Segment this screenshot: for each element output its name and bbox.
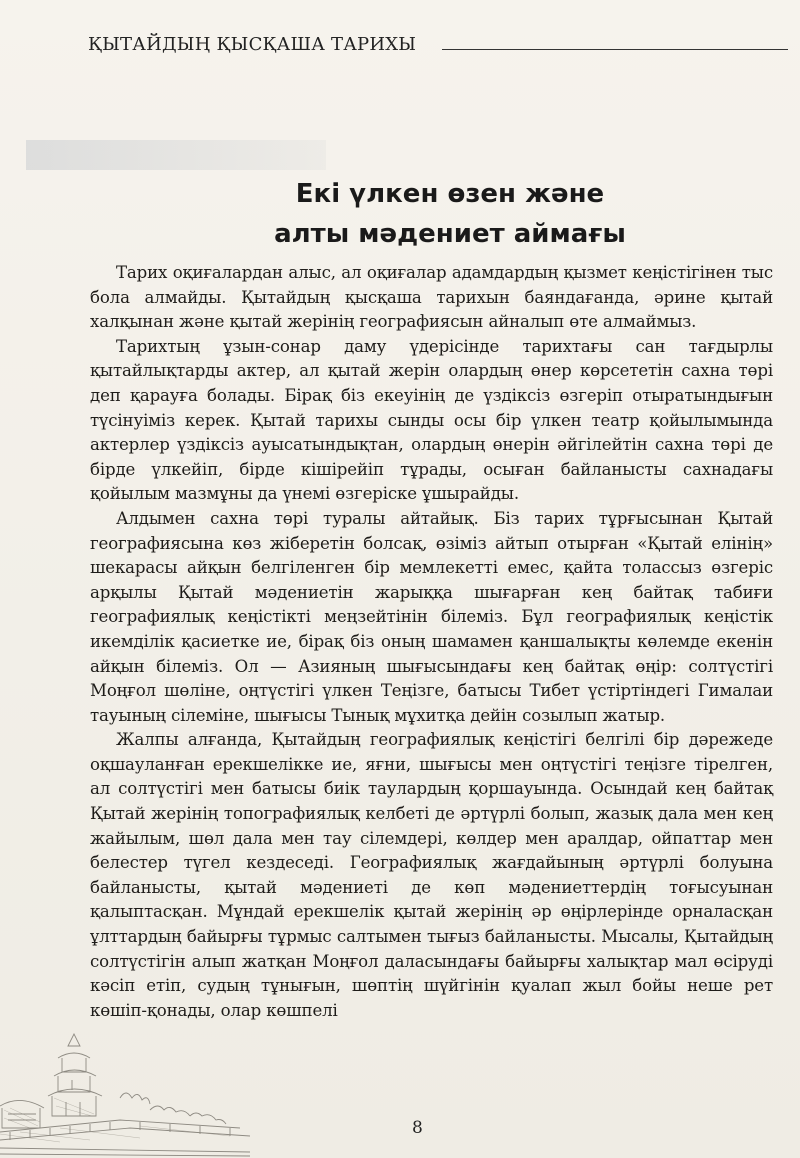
- page-number: 8: [412, 1118, 423, 1138]
- pagoda-sketch-illustration: [0, 1028, 250, 1158]
- header-rule: [442, 49, 788, 50]
- running-head: ҚЫТАЙДЫҢ ҚЫСҚАША ТАРИХЫ: [88, 34, 417, 55]
- bleed-through-band: [26, 140, 326, 170]
- paragraph: Алдымен сахна төрі туралы айтайық. Біз тарих тұрғысынан Қытай географиясына көз жіберетін болсақ, өзіміз айтып отырған «Қытай елінің» шекарасы айқын белгіленген бір мемлекетті емес, қайта толассыз өзгеріс арқылы Қытай мәдениетін жарыққа шығарған кең байтақ табиғи географиялық кеңістікті меңзейтінін білеміз. Бұл географиялық кеңістік икемділік қасиетке ие, бірақ біз оның шамамен қаншалықты көлемде екенін айқын білеміз. Ол — Азияның шығысындағы кең байтақ өңір: солтүстігі Моңғол шөліне, оңтүстігі үлкен Теңізге, батысы Тибет үстіртіндегі Гималаи тауының сілеміне, шығысы Тынық мұхитқа дейін созылып жатыр.: [90, 508, 773, 725]
- chapter-title: [200, 174, 700, 254]
- paragraph: Жалпы алғанда, Қытайдың географиялық кеңістігі белгілі бір дәрежеде оқшауланған ерекшелікке ие, яғни, шығысы мен оңтүстігі теңізге тірелген, ал солтүстігі мен батысы биік таулардың қоршауында. Осындай кең байтақ Қытай жерінің топографиялық келбеті де әртүрлі болып, жазық дала мен кең жайылым, шөл дала мен тау сілемдері, көлдер мен аралдар, ойпаттар мен белестер түгел кездеседі. Географиялық жағдайының әртүрлі болуына байланысты, қытай мәдениеті де көп мәдениеттердің тоғысуынан қалыптасқан. Мұндай ерекшелік қытай жерінің әр өңірлерінде орналасқан ұлттардың байырғы тұрмыс салтымен тығыз байланысты. Мысалы, Қытайдың солтүстігін алып жатқан Моңғол даласындағы байырғы халықтар мал өсіруді кәсіп етіп, судың тұнығын, шөптің шүйгінін қуалап жыл бойы неше рет көшіп-қонады, олар көшпелі: [90, 730, 773, 1020]
- paragraph: Тарих оқиғалардан алыс, ал оқиғалар адамдардың қызмет кеңістігінен тыс бола алмайды. Қытайдың қысқаша тарихын баяндағанда, әрине қытай халқынан және қытай жерінің географиясын айналып өте алмаймыз.: [90, 263, 773, 332]
- chapter-title-line-2: алты мәдениет аймағы: [274, 219, 626, 249]
- chapter-title-line-1: Екі үлкен өзен және: [295, 179, 605, 209]
- body-text: [90, 261, 773, 1023]
- paragraph: Тарихтың ұзын-сонар даму үдерісінде тарихтағы сан тағдырлы қытайлықтарды актер, ал қытай жерін олардың өнер көрсететін сахна төрі деп қарауға болады. Бірақ біз екеуінің де үздіксіз өзгеріп отыратындығын түсінуіміз керек. Қытай тарихы сынды осы бір үлкен театр қойылымында актерлер үздіксіз ауысатындықтан, олардың өнерін әйгілейтін сахна төрі де бірде үлкейіп, бірде кішірейіп тұрады, осыған байланысты сахнадағы қойылым мазмұны да үнемі өзгеріске ұшырайды.: [90, 336, 773, 504]
